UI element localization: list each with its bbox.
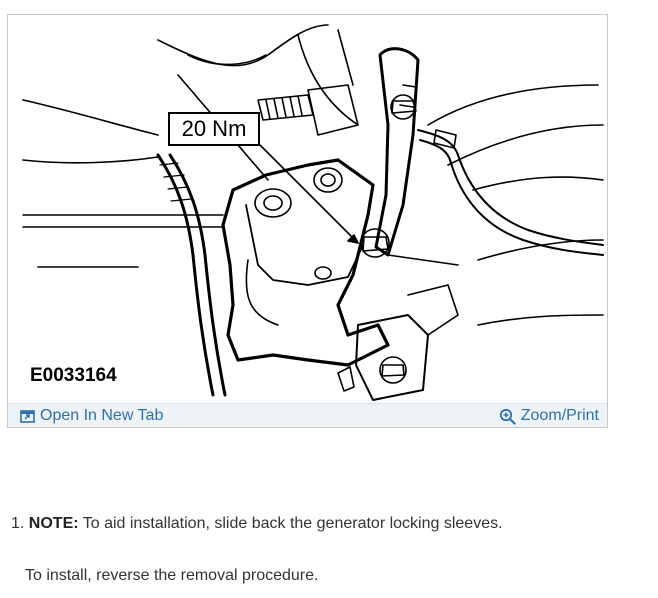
note-label: NOTE: <box>28 515 79 532</box>
open-in-new-tab-link[interactable] <box>20 404 163 428</box>
step-item <box>11 515 503 533</box>
figure-id-label: E0033164 <box>30 365 117 386</box>
figure-illustration[interactable] <box>8 15 607 403</box>
step-number: 1. <box>11 515 25 532</box>
figure-card <box>7 14 608 428</box>
figure-toolbar <box>8 403 607 427</box>
generator-bracket-drawing <box>8 15 607 403</box>
zoom-print-label: Zoom/Print <box>520 407 599 424</box>
open-in-new-tab-icon <box>20 410 35 423</box>
torque-spec-callout: 20 Nm <box>168 112 260 146</box>
note-text: To aid installation, slide back the generator locking sleeves. <box>78 515 503 532</box>
zoom-print-link[interactable] <box>499 404 599 428</box>
magnifier-plus-icon <box>499 408 516 425</box>
step-instruction: To install, reverse the removal procedure. <box>25 567 319 584</box>
open-in-new-tab-label: Open In New Tab <box>40 407 164 424</box>
